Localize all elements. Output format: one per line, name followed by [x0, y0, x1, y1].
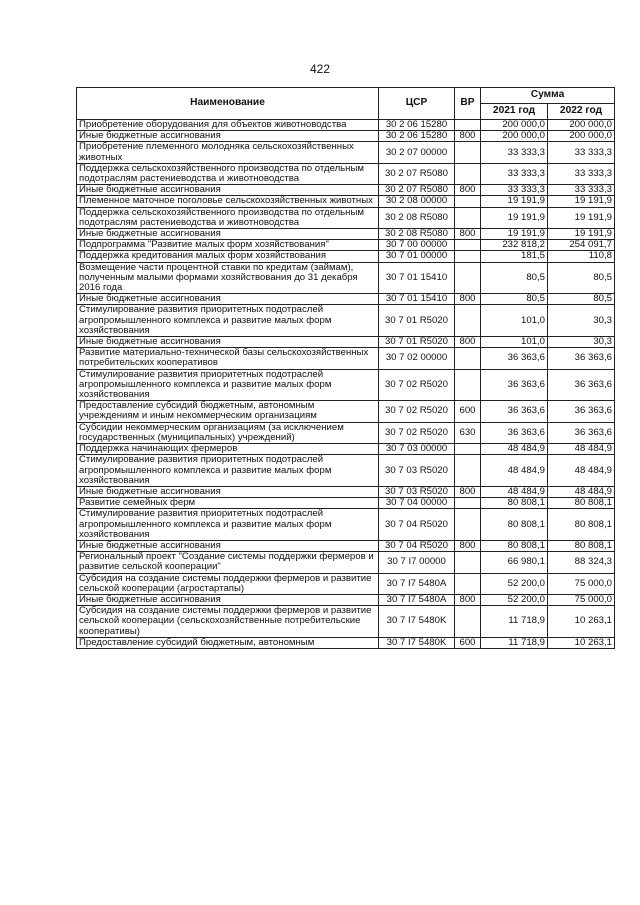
row-sum-2021: 200 000,0: [481, 131, 548, 142]
row-sum-2021: 33 333,3: [481, 185, 548, 196]
row-sum-2021: 33 333,3: [481, 142, 548, 163]
row-sum-2021: 80 808,1: [481, 509, 548, 541]
table-row: [77, 163, 615, 184]
row-name: Стимулирование развития приоритетных подотраслей агропромышленного комплекса и развитие малых форм хозяйствования: [77, 369, 379, 401]
row-vr: 800: [455, 185, 481, 196]
row-sum-2021: 36 363,6: [481, 401, 548, 422]
row-vr: 800: [455, 594, 481, 605]
table-row: [77, 369, 615, 401]
row-csr: 30 7 I7 00000: [379, 552, 455, 573]
row-sum-2022: 19 191,9: [548, 196, 615, 207]
row-sum-2022: 30,3: [548, 337, 615, 348]
row-sum-2021: 101,0: [481, 305, 548, 337]
row-vr: 800: [455, 131, 481, 142]
row-csr: 30 2 08 R5080: [379, 207, 455, 228]
row-name: Предоставление субсидий бюджетным, автономным учреждениям и иным некоммерческим организациям: [77, 401, 379, 422]
row-sum-2022: 200 000,0: [548, 131, 615, 142]
row-sum-2021: 48 484,9: [481, 444, 548, 455]
table-row: [77, 486, 615, 497]
row-name: Развитие материально-технической базы сельскохозяйственных потребительских кооперативов: [77, 348, 379, 369]
row-sum-2021: 36 363,6: [481, 348, 548, 369]
row-sum-2021: 52 200,0: [481, 594, 548, 605]
table-row: [77, 348, 615, 369]
row-csr: 30 7 04 R5020: [379, 540, 455, 551]
row-sum-2022: 36 363,6: [548, 401, 615, 422]
row-sum-2022: 10 263,1: [548, 637, 615, 648]
row-sum-2022: 19 191,9: [548, 229, 615, 240]
row-vr: [455, 455, 481, 487]
row-name: Подпрограмма "Развитие малых форм хозяйствования": [77, 240, 379, 251]
row-csr: 30 7 04 R5020: [379, 509, 455, 541]
row-csr: 30 7 I7 5480K: [379, 637, 455, 648]
row-name: Приобретение оборудования для объектов животноводства: [77, 120, 379, 131]
header-name: Наименование: [77, 88, 379, 120]
row-csr: 30 2 08 R5080: [379, 229, 455, 240]
table-row: [77, 262, 615, 294]
row-sum-2021: 36 363,6: [481, 422, 548, 443]
row-sum-2022: 80 808,1: [548, 540, 615, 551]
row-sum-2022: 48 484,9: [548, 455, 615, 487]
row-csr: 30 7 I7 5480A: [379, 594, 455, 605]
table-header: [77, 88, 615, 120]
row-name: Возмещение части процентной ставки по кредитам (займам), полученным малыми формами хозяйствования до 31 декабря 2016 года: [77, 262, 379, 294]
row-csr: 30 2 06 15280: [379, 120, 455, 131]
row-sum-2021: 11 718,9: [481, 637, 548, 648]
row-name: Поддержка кредитования малых форм хозяйствования: [77, 251, 379, 262]
row-csr: 30 7 03 00000: [379, 444, 455, 455]
row-csr: 30 7 03 R5020: [379, 486, 455, 497]
row-vr: [455, 251, 481, 262]
row-vr: [455, 142, 481, 163]
row-name: Субсидии некоммерческим организациям (за исключением государственных (муниципальных) учреждений): [77, 422, 379, 443]
table-row: [77, 455, 615, 487]
row-sum-2022: 200 000,0: [548, 120, 615, 131]
row-name: Иные бюджетные ассигнования: [77, 337, 379, 348]
row-csr: 30 7 I7 5480K: [379, 606, 455, 638]
table-row: [77, 131, 615, 142]
row-sum-2021: 48 484,9: [481, 486, 548, 497]
row-vr: [455, 207, 481, 228]
header-vr: ВР: [455, 88, 481, 120]
row-sum-2021: 11 718,9: [481, 606, 548, 638]
row-csr: 30 7 00 00000: [379, 240, 455, 251]
row-name: Стимулирование развития приоритетных подотраслей агропромышленного комплекса и развитие малых форм хозяйствования: [77, 305, 379, 337]
row-vr: [455, 196, 481, 207]
row-vr: 600: [455, 401, 481, 422]
row-name: Предоставление субсидий бюджетным, автономным: [77, 637, 379, 648]
row-sum-2022: 30,3: [548, 305, 615, 337]
row-name: Приобретение племенного молодняка сельскохозяйственных животных: [77, 142, 379, 163]
row-sum-2022: 48 484,9: [548, 486, 615, 497]
row-sum-2021: 80 808,1: [481, 540, 548, 551]
row-sum-2022: 36 363,6: [548, 369, 615, 401]
row-sum-2022: 19 191,9: [548, 207, 615, 228]
row-sum-2021: 48 484,9: [481, 455, 548, 487]
row-sum-2021: 232 818,2: [481, 240, 548, 251]
row-vr: 800: [455, 337, 481, 348]
table-row: [77, 229, 615, 240]
row-csr: 30 2 08 00000: [379, 196, 455, 207]
row-name: Иные бюджетные ассигнования: [77, 229, 379, 240]
row-sum-2022: 88 324,3: [548, 552, 615, 573]
row-sum-2021: 19 191,9: [481, 207, 548, 228]
row-sum-2022: 10 263,1: [548, 606, 615, 638]
table-row: [77, 444, 615, 455]
row-csr: 30 7 I7 5480A: [379, 573, 455, 594]
row-vr: [455, 369, 481, 401]
row-name: Иные бюджетные ассигнования: [77, 131, 379, 142]
row-name: Стимулирование развития приоритетных подотраслей агропромышленного комплекса и развитие малых форм хозяйствования: [77, 455, 379, 487]
table-row: [77, 185, 615, 196]
header-sum: Сумма: [481, 88, 615, 104]
row-sum-2021: 36 363,6: [481, 369, 548, 401]
row-csr: 30 7 02 R5020: [379, 369, 455, 401]
table-row: [77, 294, 615, 305]
row-sum-2022: 80,5: [548, 294, 615, 305]
row-csr: 30 2 07 R5080: [379, 185, 455, 196]
table-row: [77, 196, 615, 207]
row-name: Развитие семейных ферм: [77, 498, 379, 509]
row-sum-2022: 75 000,0: [548, 573, 615, 594]
table-row: [77, 251, 615, 262]
page-number: 422: [309, 62, 331, 76]
table-row: [77, 573, 615, 594]
row-vr: [455, 552, 481, 573]
row-vr: 630: [455, 422, 481, 443]
row-csr: 30 7 02 R5020: [379, 422, 455, 443]
row-name: Поддержка сельскохозяйственного производства по отдельным подотраслям растениеводства и животноводства: [77, 207, 379, 228]
row-csr: 30 2 07 00000: [379, 142, 455, 163]
row-csr: 30 7 01 15410: [379, 294, 455, 305]
table-row: [77, 337, 615, 348]
row-vr: [455, 498, 481, 509]
row-sum-2022: 36 363,6: [548, 348, 615, 369]
row-vr: [455, 240, 481, 251]
row-vr: 800: [455, 540, 481, 551]
row-vr: [455, 606, 481, 638]
budget-table: [76, 87, 615, 649]
row-vr: 800: [455, 486, 481, 497]
header-csr: ЦСР: [379, 88, 455, 120]
table-row: [77, 120, 615, 131]
table-row: [77, 637, 615, 648]
row-vr: 800: [455, 229, 481, 240]
row-sum-2022: 80 808,1: [548, 498, 615, 509]
table-row: [77, 401, 615, 422]
row-name: Племенное маточное поголовье сельскохозяйственных животных: [77, 196, 379, 207]
table-row: [77, 509, 615, 541]
row-name: Региональный проект "Создание системы поддержки фермеров и развитие сельской кооперации": [77, 552, 379, 573]
row-sum-2022: 48 484,9: [548, 444, 615, 455]
row-name: Поддержка сельскохозяйственного производства по отдельным подотраслям растениеводства и животноводства: [77, 163, 379, 184]
row-vr: 800: [455, 294, 481, 305]
row-name: Иные бюджетные ассигнования: [77, 294, 379, 305]
row-name: Субсидия на создание системы поддержки фермеров и развитие сельской кооперации (агростартапы): [77, 573, 379, 594]
row-csr: 30 7 02 R5020: [379, 401, 455, 422]
row-csr: 30 7 01 R5020: [379, 337, 455, 348]
row-sum-2022: 33 333,3: [548, 185, 615, 196]
row-sum-2022: 33 333,3: [548, 142, 615, 163]
row-vr: 600: [455, 637, 481, 648]
row-sum-2022: 33 333,3: [548, 163, 615, 184]
row-csr: 30 7 02 00000: [379, 348, 455, 369]
row-name: Иные бюджетные ассигнования: [77, 540, 379, 551]
row-name: Субсидия на создание системы поддержки фермеров и развитие сельской кооперации (сельскохозяйственные потребительские кооперативы): [77, 606, 379, 638]
row-sum-2022: 36 363,6: [548, 422, 615, 443]
row-name: Иные бюджетные ассигнования: [77, 185, 379, 196]
row-csr: 30 7 01 R5020: [379, 305, 455, 337]
row-sum-2022: 254 091,7: [548, 240, 615, 251]
row-name: Поддержка начинающих фермеров: [77, 444, 379, 455]
row-sum-2021: 66 980,1: [481, 552, 548, 573]
row-name: Стимулирование развития приоритетных подотраслей агропромышленного комплекса и развитие малых форм хозяйствования: [77, 509, 379, 541]
table-row: [77, 240, 615, 251]
row-csr: 30 7 03 R5020: [379, 455, 455, 487]
table-row: [77, 552, 615, 573]
row-sum-2021: 19 191,9: [481, 229, 548, 240]
row-name: Иные бюджетные ассигнования: [77, 486, 379, 497]
table-row: [77, 305, 615, 337]
header-year-2021: 2021 год: [481, 104, 548, 120]
row-vr: [455, 444, 481, 455]
row-sum-2021: 80,5: [481, 262, 548, 294]
row-vr: [455, 120, 481, 131]
row-sum-2022: 75 000,0: [548, 594, 615, 605]
table-row: [77, 422, 615, 443]
row-csr: 30 7 04 00000: [379, 498, 455, 509]
row-vr: [455, 509, 481, 541]
row-vr: [455, 305, 481, 337]
row-sum-2021: 33 333,3: [481, 163, 548, 184]
row-vr: [455, 262, 481, 294]
row-vr: [455, 163, 481, 184]
row-csr: 30 7 01 15410: [379, 262, 455, 294]
table-row: [77, 498, 615, 509]
table-body: [77, 120, 615, 649]
row-sum-2021: 80 808,1: [481, 498, 548, 509]
row-vr: [455, 573, 481, 594]
row-sum-2021: 52 200,0: [481, 573, 548, 594]
row-vr: [455, 348, 481, 369]
row-sum-2021: 101,0: [481, 337, 548, 348]
table-row: [77, 594, 615, 605]
row-sum-2022: 80 808,1: [548, 509, 615, 541]
row-sum-2021: 200 000,0: [481, 120, 548, 131]
row-sum-2021: 80,5: [481, 294, 548, 305]
table-row: [77, 207, 615, 228]
row-sum-2021: 19 191,9: [481, 196, 548, 207]
header-year-2022: 2022 год: [548, 104, 615, 120]
row-sum-2021: 181,5: [481, 251, 548, 262]
row-sum-2022: 80,5: [548, 262, 615, 294]
row-name: Иные бюджетные ассигнования: [77, 594, 379, 605]
row-csr: 30 7 01 00000: [379, 251, 455, 262]
row-csr: 30 2 06 15280: [379, 131, 455, 142]
row-sum-2022: 110,8: [548, 251, 615, 262]
row-csr: 30 2 07 R5080: [379, 163, 455, 184]
table-row: [77, 142, 615, 163]
table-row: [77, 606, 615, 638]
table-row: [77, 540, 615, 551]
